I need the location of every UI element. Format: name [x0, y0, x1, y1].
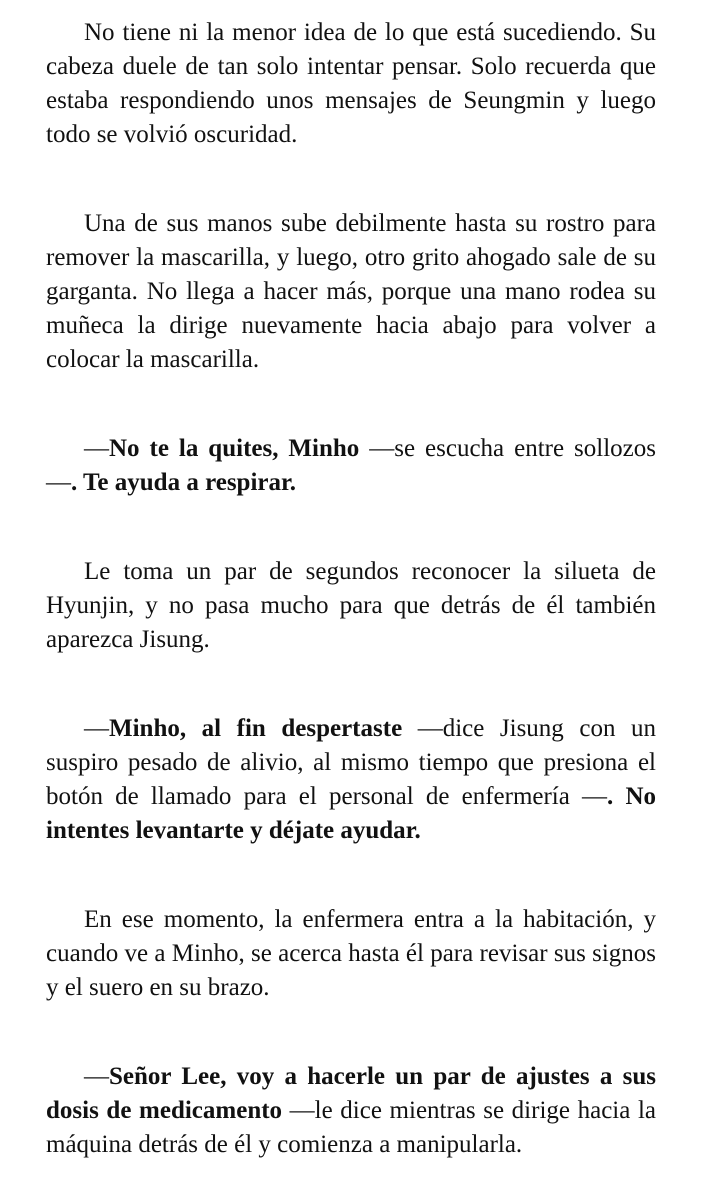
- dialogue-text: Minho, al fin despertaste: [109, 715, 403, 742]
- dialogue-paragraph: [46, 432, 656, 500]
- dialogue-text: No te la quites, Minho: [109, 435, 360, 462]
- dialogue-text: Señor Lee, voy a hacerle un par de ajustes a sus dosis de medicamento: [46, 1063, 656, 1124]
- text-segment: Una de sus manos sube debilmente hasta su rostro para remover la mascarilla, y luego, otro grito ahogado sale de su garganta. No llega a hacer más, porque una mano rodea su muñeca la dirige nuevamente hacia abajo para volver a colocar la mascarilla.: [46, 210, 656, 373]
- em-dash: —: [84, 1063, 109, 1090]
- paragraph: [46, 555, 656, 657]
- em-dash: —: [84, 715, 109, 742]
- dialogue-text: . Te ayuda a respirar.: [71, 469, 297, 496]
- text-segment: Le toma un par de segundos reconocer la silueta de Hyunjin, y no pasa mucho para que detrás de él también aparezca Jisung.: [46, 558, 656, 653]
- paragraph: [46, 207, 656, 377]
- text-segment: En ese momento, la enfermera entra a la habitación, y cuando ve a Minho, se acerca hasta él para revisar sus signos y el suero en su brazo.: [46, 906, 656, 1001]
- narration-text: —le dice mientras se dirige hacia la máquina detrás de él y comienza a manipularla.: [46, 1097, 656, 1158]
- narration-text: —dice Jisung con un suspiro pesado de alivio, al mismo tiempo que presiona el botón de llamado para el personal de enfermería —: [46, 715, 656, 810]
- text-segment: No tiene ni la menor idea de lo que está sucediendo. Su cabeza duele de tan solo intentar pensar. Solo recuerda que estaba respondiendo unos mensajes de Seungmin y luego todo se volvió oscuridad.: [46, 19, 656, 148]
- dialogue-paragraph: [46, 1060, 656, 1162]
- paragraph: [46, 16, 656, 152]
- paragraph: [46, 903, 656, 1005]
- em-dash: —: [84, 435, 109, 462]
- dialogue-paragraph: [46, 712, 656, 848]
- narration-text: —se escucha entre sollozos —: [46, 435, 656, 496]
- dialogue-text: . No intentes levantarte y déjate ayudar.: [46, 783, 657, 844]
